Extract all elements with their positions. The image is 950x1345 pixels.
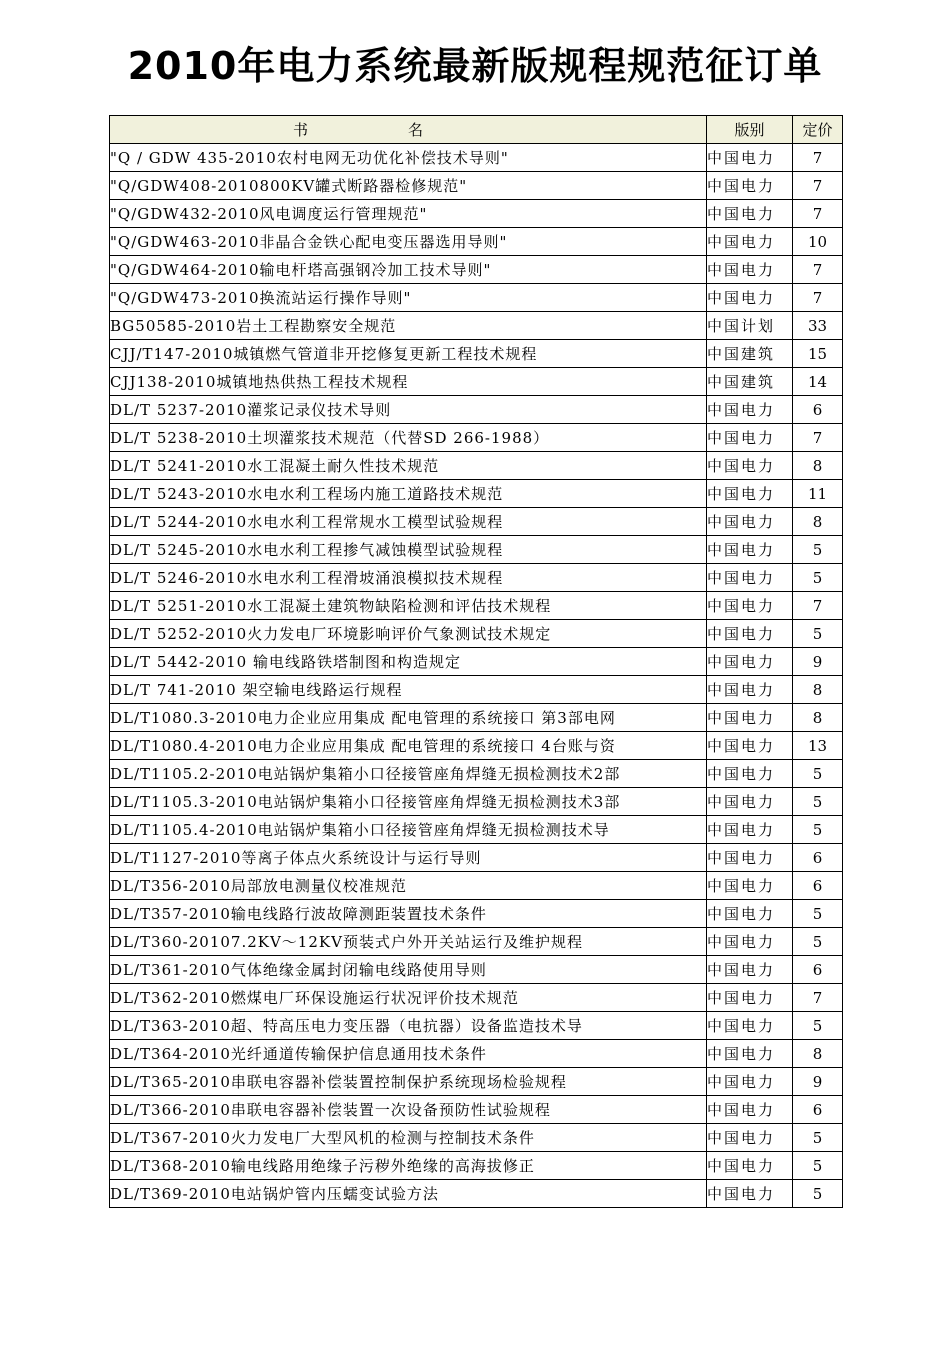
row-publisher: 中国电力 <box>707 900 793 928</box>
table-row <box>110 256 843 284</box>
row-title: DL/T365-2010串联电容器补偿装置控制保护系统现场检验规程 <box>110 1068 707 1096</box>
row-price: 5 <box>793 788 843 816</box>
table-row <box>110 648 843 676</box>
table-row <box>110 368 843 396</box>
row-title: DL/T 5245-2010水电水利工程掺气减蚀模型试验规程 <box>110 536 707 564</box>
table-row <box>110 788 843 816</box>
row-title: "Q/GDW432-2010风电调度运行管理规范" <box>110 200 707 228</box>
row-title: DL/T 5241-2010水工混凝土耐久性技术规范 <box>110 452 707 480</box>
header-publisher: 版别 <box>707 116 793 144</box>
row-title: DL/T1105.4-2010电站锅炉集箱小口径接管座角焊缝无损检测技术导 <box>110 816 707 844</box>
row-title: DL/T360-20107.2KV～12KV预装式户外开关站运行及维护规程 <box>110 928 707 956</box>
row-publisher: 中国电力 <box>707 144 793 172</box>
row-publisher: 中国电力 <box>707 984 793 1012</box>
table-row <box>110 312 843 340</box>
table-row <box>110 508 843 536</box>
header-title-left: 书 <box>292 121 408 139</box>
row-title: CJJ138-2010城镇地热供热工程技术规程 <box>110 368 707 396</box>
row-publisher: 中国电力 <box>707 956 793 984</box>
row-publisher: 中国电力 <box>707 788 793 816</box>
row-title: DL/T1127-2010等离子体点火系统设计与运行导则 <box>110 844 707 872</box>
row-publisher: 中国电力 <box>707 536 793 564</box>
table-row <box>110 1068 843 1096</box>
row-price: 9 <box>793 648 843 676</box>
row-publisher: 中国电力 <box>707 1040 793 1068</box>
row-publisher: 中国建筑 <box>707 340 793 368</box>
row-price: 6 <box>793 396 843 424</box>
row-price: 10 <box>793 228 843 256</box>
row-title: DL/T 5442-2010 输电线路铁塔制图和构造规定 <box>110 648 707 676</box>
row-price: 5 <box>793 816 843 844</box>
table-row <box>110 956 843 984</box>
row-price: 5 <box>793 900 843 928</box>
row-price: 5 <box>793 1152 843 1180</box>
table-row <box>110 844 843 872</box>
table-row <box>110 900 843 928</box>
row-title: "Q / GDW 435-2010农村电网无功优化补偿技术导则" <box>110 144 707 172</box>
row-price: 8 <box>793 1040 843 1068</box>
row-price: 9 <box>793 1068 843 1096</box>
row-publisher: 中国电力 <box>707 1124 793 1152</box>
table-row <box>110 200 843 228</box>
table-row <box>110 564 843 592</box>
row-publisher: 中国电力 <box>707 1012 793 1040</box>
row-publisher: 中国计划 <box>707 312 793 340</box>
row-title: DL/T366-2010串联电容器补偿装置一次设备预防性试验规程 <box>110 1096 707 1124</box>
row-title: DL/T1105.2-2010电站锅炉集箱小口径接管座角焊缝无损检测技术2部 <box>110 760 707 788</box>
row-title: DL/T1080.3-2010电力企业应用集成 配电管理的系统接口 第3部电网 <box>110 704 707 732</box>
row-price: 7 <box>793 424 843 452</box>
row-publisher: 中国电力 <box>707 816 793 844</box>
row-title: DL/T357-2010输电线路行波故障测距装置技术条件 <box>110 900 707 928</box>
row-price: 8 <box>793 508 843 536</box>
row-publisher: 中国电力 <box>707 760 793 788</box>
header-price: 定价 <box>793 116 843 144</box>
table-row <box>110 1096 843 1124</box>
table-row <box>110 172 843 200</box>
row-title: DL/T 5243-2010水电水利工程场内施工道路技术规范 <box>110 480 707 508</box>
table-row <box>110 704 843 732</box>
row-price: 13 <box>793 732 843 760</box>
title-text: 年电力系统最新版规程规范征订单 <box>237 44 823 88</box>
table-row <box>110 396 843 424</box>
row-title: DL/T363-2010超、特高压电力变压器（电抗器）设备监造技术导 <box>110 1012 707 1040</box>
row-title: DL/T369-2010电站锅炉管内压蠕变试验方法 <box>110 1180 707 1208</box>
row-publisher: 中国电力 <box>707 508 793 536</box>
row-title: BG50585-2010岩土工程勘察安全规范 <box>110 312 707 340</box>
row-price: 8 <box>793 704 843 732</box>
row-publisher: 中国电力 <box>707 564 793 592</box>
header-title <box>110 116 707 144</box>
row-publisher: 中国电力 <box>707 844 793 872</box>
row-title: DL/T362-2010燃煤电厂环保设施运行状况评价技术规范 <box>110 984 707 1012</box>
header-row <box>110 116 843 144</box>
row-publisher: 中国电力 <box>707 1152 793 1180</box>
row-title: "Q/GDW464-2010输电杆塔高强钢冷加工技术导则" <box>110 256 707 284</box>
row-title: DL/T368-2010输电线路用绝缘子污秽外绝缘的高海拔修正 <box>110 1152 707 1180</box>
row-title: DL/T 5246-2010水电水利工程滑坡涌浪模拟技术规程 <box>110 564 707 592</box>
row-price: 6 <box>793 1096 843 1124</box>
table-row <box>110 1152 843 1180</box>
table-row <box>110 1124 843 1152</box>
table-row <box>110 676 843 704</box>
table-body <box>110 144 843 1208</box>
row-publisher: 中国电力 <box>707 620 793 648</box>
table-row <box>110 984 843 1012</box>
row-title: DL/T 5238-2010土坝灌浆技术规范（代替SD 266-1988） <box>110 424 707 452</box>
table-row <box>110 1180 843 1208</box>
row-publisher: 中国建筑 <box>707 368 793 396</box>
row-price: 5 <box>793 1012 843 1040</box>
table-row <box>110 144 843 172</box>
row-publisher: 中国电力 <box>707 928 793 956</box>
row-publisher: 中国电力 <box>707 284 793 312</box>
row-price: 7 <box>793 592 843 620</box>
page-title <box>0 42 950 90</box>
row-publisher: 中国电力 <box>707 732 793 760</box>
row-price: 6 <box>793 956 843 984</box>
row-title: DL/T1080.4-2010电力企业应用集成 配电管理的系统接口 4台账与资 <box>110 732 707 760</box>
row-title: DL/T364-2010光纤通道传输保护信息通用技术条件 <box>110 1040 707 1068</box>
row-title: DL/T 5244-2010水电水利工程常规水工模型试验规程 <box>110 508 707 536</box>
row-title: DL/T 741-2010 架空输电线路运行规程 <box>110 676 707 704</box>
table-row <box>110 620 843 648</box>
table-row <box>110 284 843 312</box>
row-price: 7 <box>793 256 843 284</box>
row-price: 11 <box>793 480 843 508</box>
row-title: "Q/GDW408-2010800KV罐式断路器检修规范" <box>110 172 707 200</box>
row-publisher: 中国电力 <box>707 676 793 704</box>
row-price: 5 <box>793 536 843 564</box>
row-title: DL/T 5237-2010灌浆记录仪技术导则 <box>110 396 707 424</box>
row-price: 5 <box>793 1180 843 1208</box>
table-row <box>110 228 843 256</box>
order-table <box>109 115 843 1208</box>
title-year: 2010 <box>127 44 238 88</box>
row-title: DL/T 5251-2010水工混凝土建筑物缺陷检测和评估技术规程 <box>110 592 707 620</box>
row-publisher: 中国电力 <box>707 872 793 900</box>
row-price: 5 <box>793 620 843 648</box>
row-price: 7 <box>793 284 843 312</box>
row-publisher: 中国电力 <box>707 396 793 424</box>
row-price: 8 <box>793 676 843 704</box>
row-publisher: 中国电力 <box>707 424 793 452</box>
row-price: 7 <box>793 172 843 200</box>
row-price: 14 <box>793 368 843 396</box>
row-title: "Q/GDW463-2010非晶合金铁心配电变压器选用导则" <box>110 228 707 256</box>
row-price: 5 <box>793 564 843 592</box>
row-price: 5 <box>793 760 843 788</box>
table-row <box>110 452 843 480</box>
header-title-right: 名 <box>408 121 524 139</box>
row-price: 7 <box>793 144 843 172</box>
row-publisher: 中国电力 <box>707 452 793 480</box>
row-price: 15 <box>793 340 843 368</box>
row-publisher: 中国电力 <box>707 228 793 256</box>
row-publisher: 中国电力 <box>707 1068 793 1096</box>
table-row <box>110 536 843 564</box>
row-publisher: 中国电力 <box>707 592 793 620</box>
row-publisher: 中国电力 <box>707 648 793 676</box>
row-title: DL/T361-2010气体绝缘金属封闭输电线路使用导则 <box>110 956 707 984</box>
row-price: 7 <box>793 984 843 1012</box>
table-row <box>110 340 843 368</box>
row-publisher: 中国电力 <box>707 1096 793 1124</box>
table-row <box>110 1012 843 1040</box>
table-row <box>110 732 843 760</box>
row-price: 33 <box>793 312 843 340</box>
row-title: "Q/GDW473-2010换流站运行操作导则" <box>110 284 707 312</box>
table-row <box>110 424 843 452</box>
table-row <box>110 928 843 956</box>
row-title: DL/T356-2010局部放电测量仪校准规范 <box>110 872 707 900</box>
table-row <box>110 592 843 620</box>
row-publisher: 中国电力 <box>707 704 793 732</box>
table-row <box>110 1040 843 1068</box>
row-price: 7 <box>793 200 843 228</box>
row-publisher: 中国电力 <box>707 172 793 200</box>
row-price: 5 <box>793 1124 843 1152</box>
row-price: 5 <box>793 928 843 956</box>
row-publisher: 中国电力 <box>707 1180 793 1208</box>
row-price: 6 <box>793 872 843 900</box>
table-row <box>110 480 843 508</box>
row-title: DL/T1105.3-2010电站锅炉集箱小口径接管座角焊缝无损检测技术3部 <box>110 788 707 816</box>
row-price: 6 <box>793 844 843 872</box>
row-publisher: 中国电力 <box>707 200 793 228</box>
table-row <box>110 816 843 844</box>
table-row <box>110 760 843 788</box>
row-title: DL/T 5252-2010火力发电厂环境影响评价气象测试技术规定 <box>110 620 707 648</box>
row-publisher: 中国电力 <box>707 480 793 508</box>
row-publisher: 中国电力 <box>707 256 793 284</box>
row-title: DL/T367-2010火力发电厂大型风机的检测与控制技术条件 <box>110 1124 707 1152</box>
table-row <box>110 872 843 900</box>
row-title: CJJ/T147-2010城镇燃气管道非开挖修复更新工程技术规程 <box>110 340 707 368</box>
row-price: 8 <box>793 452 843 480</box>
